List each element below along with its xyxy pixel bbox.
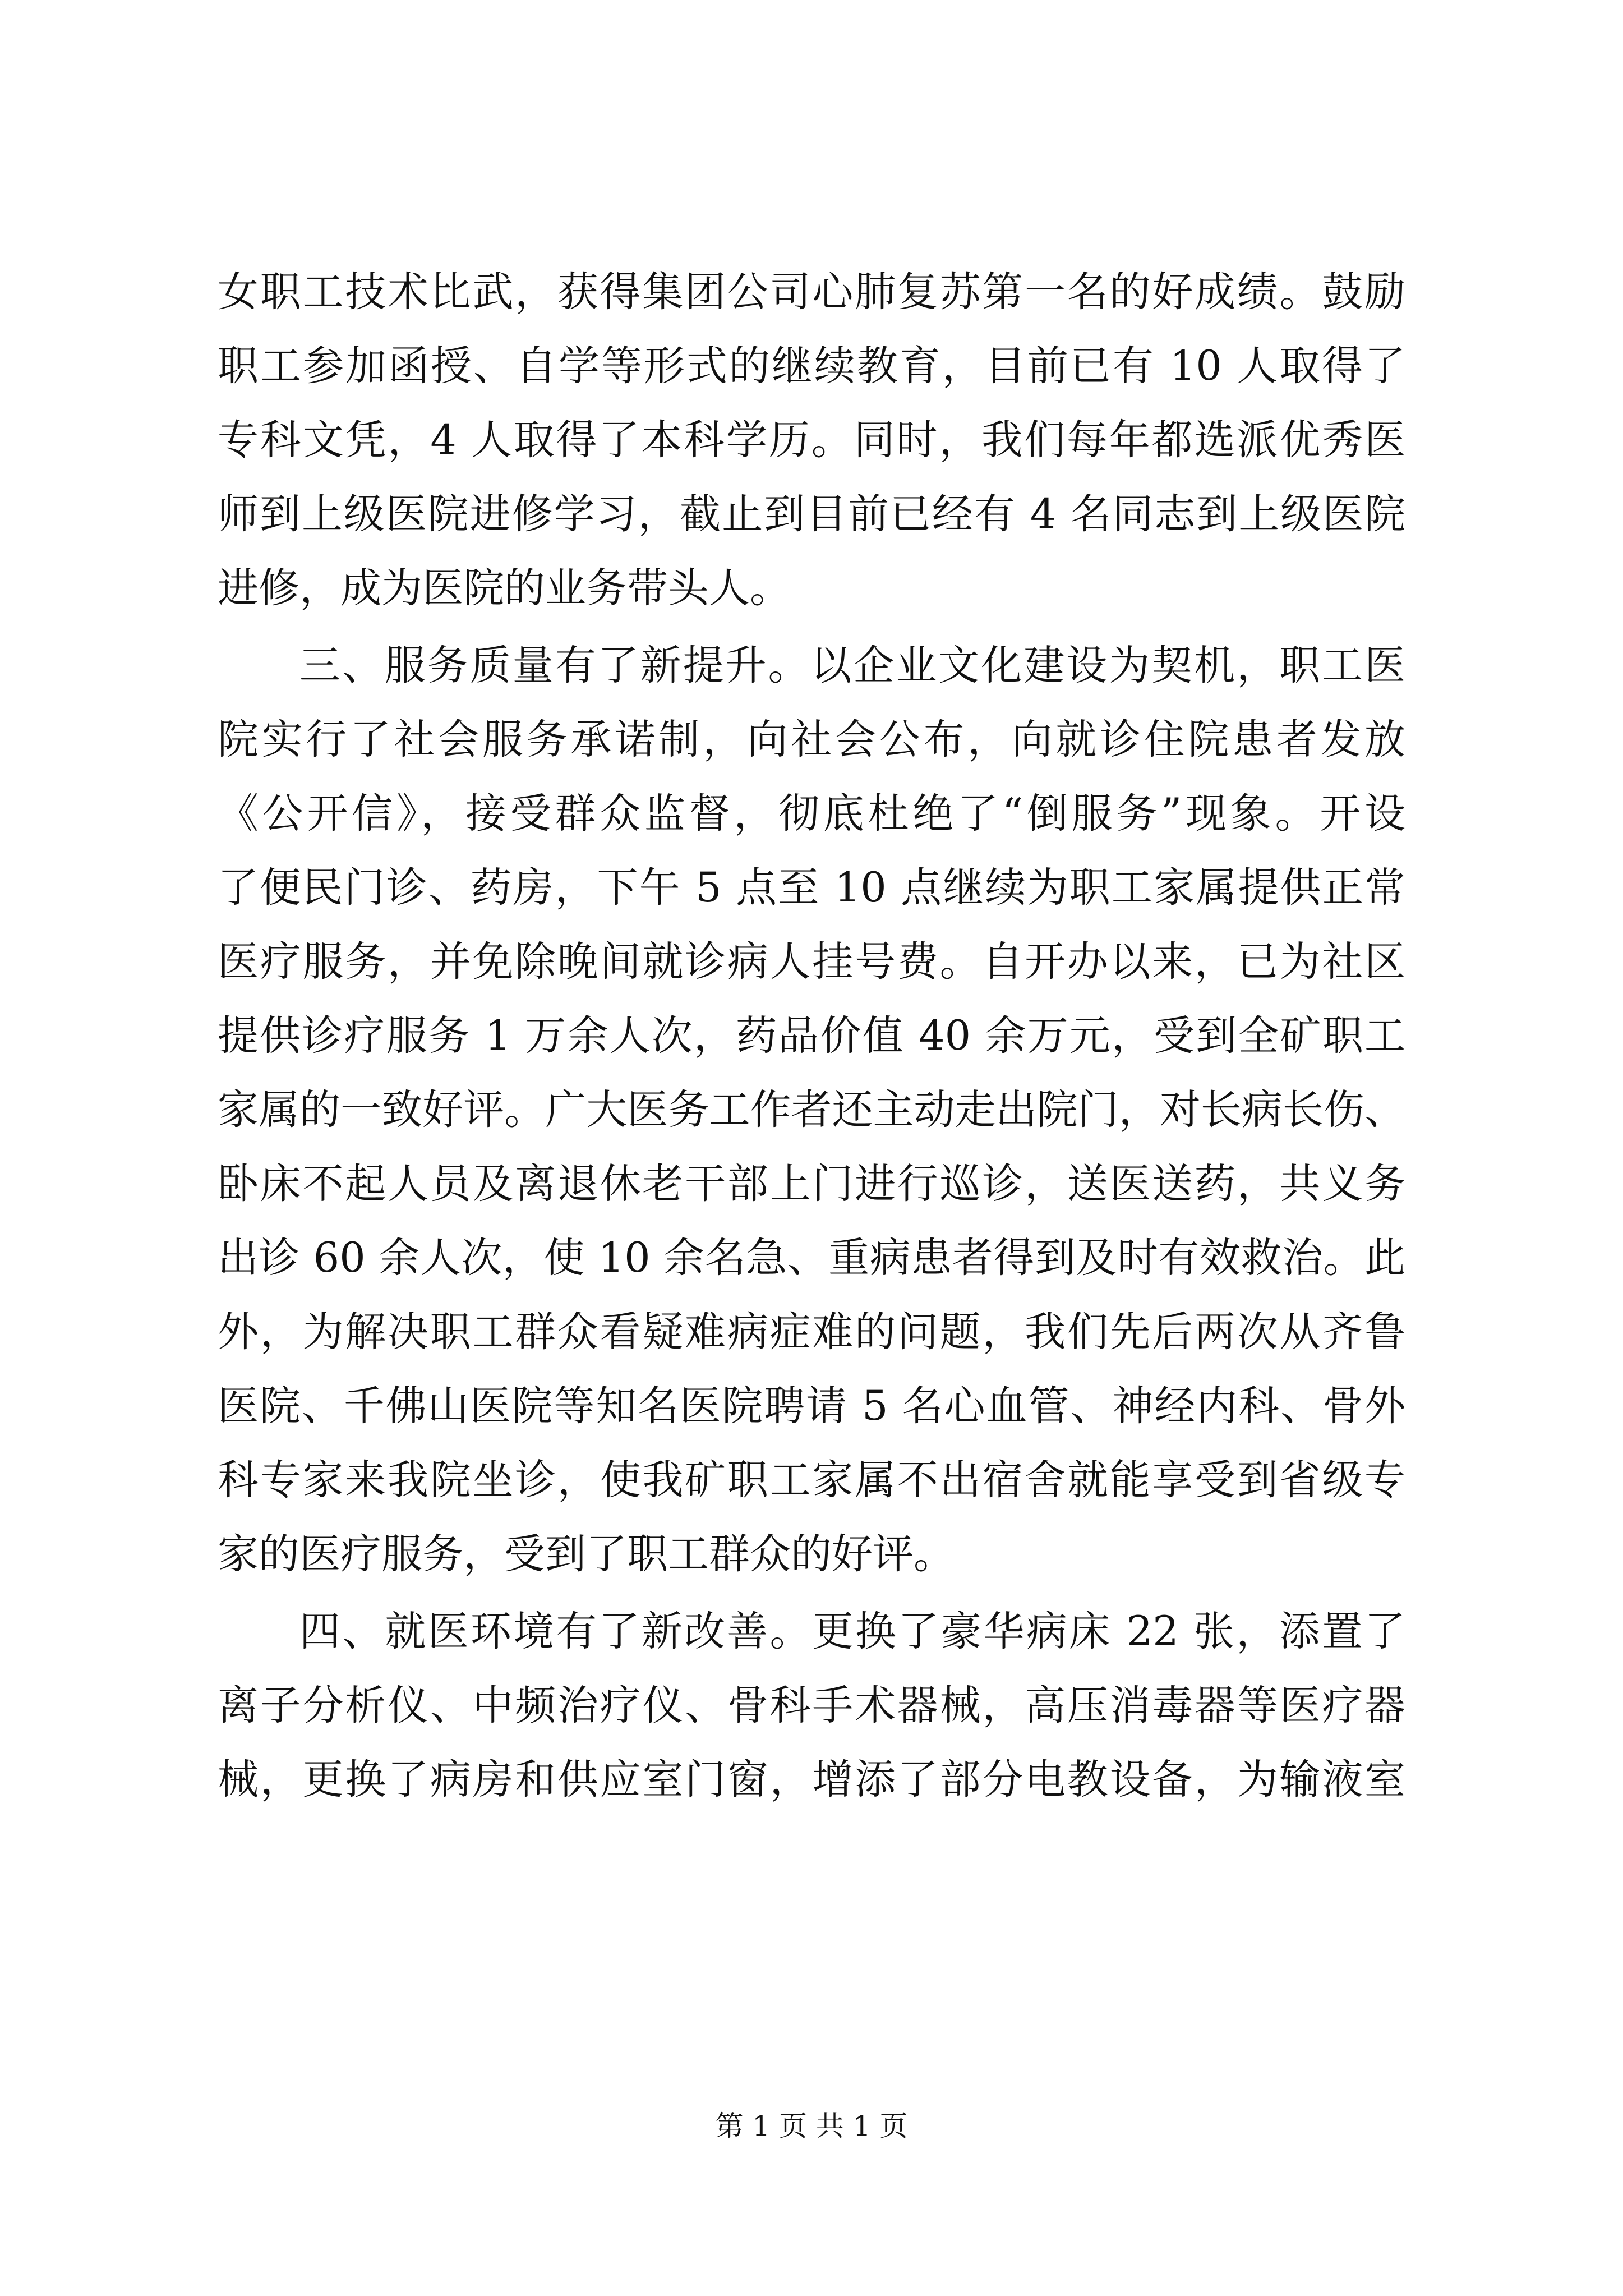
text-line: 家的医疗服务，受到了职工群众的好评。 bbox=[218, 1530, 955, 1578]
text-line: 院实行了社会服务承诺制，向社会公布，向就诊住院患者发放 bbox=[218, 716, 1405, 763]
text-line: 《公开信》，接受群众监督，彻底杜绝了“倒服务”现象。开设 bbox=[218, 790, 1405, 838]
text-line: 出诊 60 余人次，使 10 余名急、重病患者得到及时有效救治。此 bbox=[218, 1234, 1405, 1282]
text-line: 提供诊疗服务 1 万余人次，药品价值 40 余万元，受到全矿职工 bbox=[218, 1012, 1405, 1060]
text-line: 职工参加函授、自学等形式的继续教育，目前已有 10 人取得了 bbox=[218, 342, 1405, 390]
text-line: 了便民门诊、药房，下午 5 点至 10 点继续为职工家属提供正常 bbox=[218, 864, 1405, 912]
text-line: 械，更换了病房和供应室门窗，增添了部分电教设备，为输液室 bbox=[218, 1756, 1405, 1803]
text-line: 女职工技术比武，获得集团公司心肺复苏第一名的好成绩。鼓励 bbox=[218, 268, 1405, 316]
text-line: 家属的一致好评。广大医务工作者还主动走出院门，对长病长伤、 bbox=[218, 1086, 1405, 1134]
text-line: 四、就医环境有了新改善。更换了豪华病床 22 张，添置了 bbox=[299, 1608, 1405, 1655]
document-body bbox=[218, 255, 1405, 1817]
text-line: 外，为解决职工群众看疑难病症难的问题，我们先后两次从齐鲁 bbox=[218, 1308, 1405, 1356]
paragraph-medical-environment bbox=[218, 1595, 1405, 1817]
text-line: 卧床不起人员及离退休老干部上门进行巡诊，送医送药，共义务 bbox=[218, 1160, 1405, 1208]
text-line: 离子分析仪、中频治疗仪、骨科手术器械，高压消毒器等医疗器 bbox=[218, 1682, 1405, 1729]
text-line: 科专家来我院坐诊，使我矿职工家属不出宿舍就能享受到省级专 bbox=[218, 1456, 1405, 1504]
text-line: 师到上级医院进修学习，截止到目前已经有 4 名同志到上级医院 bbox=[218, 490, 1405, 538]
text-line: 进修，成为医院的业务带头人。 bbox=[218, 564, 791, 612]
text-line: 三、服务质量有了新提升。以企业文化建设为契机，职工医 bbox=[299, 642, 1405, 689]
text-line: 医院、千佛山医院等知名医院聘请 5 名心血管、神经内科、骨外 bbox=[218, 1382, 1405, 1430]
paragraph-continuation bbox=[218, 255, 1405, 625]
text-line: 医疗服务，并免除晚间就诊病人挂号费。自开办以来，已为社区 bbox=[218, 938, 1405, 986]
paragraph-service-quality bbox=[218, 629, 1405, 1591]
page-number-footer: 第 1 页 共 1 页 bbox=[715, 2110, 908, 2142]
text-line: 专科文凭，4 人取得了本科学历。同时，我们每年都选派优秀医 bbox=[218, 416, 1405, 464]
